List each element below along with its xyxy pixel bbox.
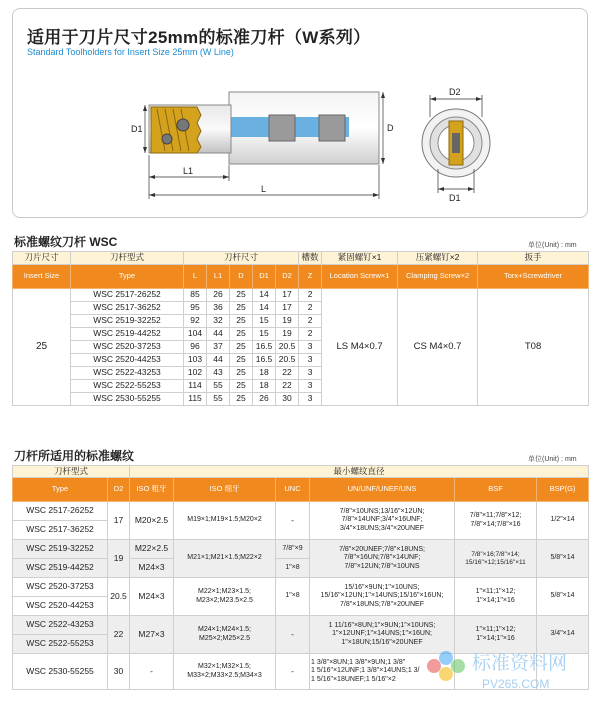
- cell-d: 25: [230, 380, 253, 393]
- cell-l1: 32: [207, 315, 230, 328]
- cell-l: 115: [184, 393, 207, 406]
- th-iso-coarse: ISO 粗牙: [130, 478, 174, 502]
- cell-z: 3: [299, 367, 322, 380]
- table-row: [13, 616, 589, 635]
- th-z: Z: [299, 265, 322, 289]
- cell-un: 1 11/16"×8UN;1"×9UN;1"×10UNS; 1"×12UNF;1"×14UNS;1"×16UN; 1"×18UN;15/16"×20UNEF: [310, 616, 455, 654]
- cell-d2: 30: [276, 393, 299, 406]
- cell-l: 95: [184, 302, 207, 315]
- cell-type: WSC 2519-32252: [13, 540, 108, 559]
- cell-d: 25: [230, 328, 253, 341]
- watermark-logo: [420, 636, 590, 698]
- th-d1: D1: [253, 265, 276, 289]
- toolholder-table: [12, 251, 589, 406]
- cell-d: 25: [230, 341, 253, 354]
- cell-bsp: 3/4"×14: [537, 616, 589, 654]
- table1-title: 标准螺纹刀杆 WSC: [14, 235, 118, 249]
- th-wrench-cn: 扳手: [478, 252, 589, 265]
- cell-d1: 16.5: [253, 341, 276, 354]
- cell-d2: 19: [276, 315, 299, 328]
- cell-iso-coarse: M27×3: [130, 616, 174, 654]
- dim-label-d1-end: D1: [449, 193, 461, 203]
- cell-d2: 20.5: [276, 354, 299, 367]
- cell-iso-fine: M21×1;M21×1.5;M22×2: [174, 540, 276, 578]
- page-title: 适用于刀片尺寸25mm的标准刀杆（W系列）: [27, 28, 371, 47]
- cell-l1: 55: [207, 380, 230, 393]
- cell-iso-fine: M32×1;M32×1.5; M33×2;M33×2.5;M34×3: [174, 654, 276, 690]
- cell-z: 2: [299, 315, 322, 328]
- cell-unc: 1"×8: [276, 578, 310, 616]
- th-dimensions-cn: 刀杆尺寸: [184, 252, 299, 265]
- cell-l1: 37: [207, 341, 230, 354]
- cell-d: 25: [230, 315, 253, 328]
- cell-l: 114: [184, 380, 207, 393]
- cell-type: WSC 2517-36252: [13, 521, 108, 540]
- cell-d: 25: [230, 289, 253, 302]
- dim-label-d: D: [387, 123, 394, 133]
- cell-d1: 15: [253, 315, 276, 328]
- cell-d2: 19: [108, 540, 130, 578]
- cell-d: 25: [230, 367, 253, 380]
- th-location-screw-cn: 紧固螺钉×1: [322, 252, 398, 265]
- th-iso-fine: ISO 细牙: [174, 478, 276, 502]
- cell-d: 25: [230, 354, 253, 367]
- cell-bsp: 5/8"×14: [537, 578, 589, 616]
- cell-iso-fine: M22×1;M23×1.5; M23×2;M23.5×2.5: [174, 578, 276, 616]
- cell-type: WSC 2530-55255: [71, 393, 184, 406]
- cell-l1: 26: [207, 289, 230, 302]
- th-type: Type: [71, 265, 184, 289]
- cell-d2: 22: [276, 380, 299, 393]
- cell-type: WSC 2520-37253: [13, 578, 108, 597]
- cell-d2: 30: [108, 654, 130, 690]
- cell-unc: 7/8"×9: [276, 540, 310, 559]
- cell-unc: -: [276, 502, 310, 540]
- cell-un: 7/8"×10UNS;13/16"×12UN; 7/8"×14UNF;3/4"×16UNF; 3/4"×18UNS;3/4"×20UNEF: [310, 502, 455, 540]
- cell-iso-coarse: M22×2.5: [130, 540, 174, 559]
- th-wrench: Torx+Screwdriver: [478, 265, 589, 289]
- drawing-panel: [12, 8, 588, 218]
- cell-d1: 15: [253, 328, 276, 341]
- table-row: [13, 502, 589, 521]
- th-type-cn: 刀杆型式: [71, 252, 184, 265]
- th-bsp: BSP(G): [537, 478, 589, 502]
- cell-clamping-screw: CS M4×0.7: [398, 289, 478, 406]
- cell-d1: 14: [253, 289, 276, 302]
- th-clamping-screw-cn: 压紧螺钉×2: [398, 252, 478, 265]
- cell-type: WSC 2530-55255: [13, 654, 108, 690]
- watermark-url: PV265.COM: [482, 677, 550, 691]
- cell-bsp: 5/8"×14: [537, 540, 589, 578]
- cell-l: 102: [184, 367, 207, 380]
- cell-iso-coarse: M24×3: [130, 559, 174, 578]
- cell-l1: 44: [207, 328, 230, 341]
- cell-l1: 44: [207, 354, 230, 367]
- cell-bsp: 1/2"×14: [537, 502, 589, 540]
- cell-d1: 18: [253, 380, 276, 393]
- cell-z: 2: [299, 328, 322, 341]
- table-row: [13, 578, 589, 597]
- table1-unit: 单位(Unit) : mm: [528, 242, 577, 249]
- cell-bsf: 1"×11;1"×12; 1"×14;1"×16: [455, 578, 537, 616]
- table-row: [13, 289, 589, 302]
- cell-type: WSC 2519-44252: [13, 559, 108, 578]
- cell-d2: 17: [108, 502, 130, 540]
- cell-d2: 17: [276, 302, 299, 315]
- th-l: L: [184, 265, 207, 289]
- toolholder-end-view: [411, 85, 501, 205]
- cell-z: 3: [299, 341, 322, 354]
- cell-d2: 22: [108, 616, 130, 654]
- cell-l: 103: [184, 354, 207, 367]
- cell-d2: 20.5: [108, 578, 130, 616]
- cell-d2: 22: [276, 367, 299, 380]
- cell-iso-fine: M24×1;M24×1.5; M25×2;M25×2.5: [174, 616, 276, 654]
- th-insert-size: Insert Size: [13, 265, 71, 289]
- cell-bsf: 1"×11;1"×12; 1"×14;1"×16: [455, 616, 537, 654]
- cell-d2: 20.5: [276, 341, 299, 354]
- cell-d1: 16.5: [253, 354, 276, 367]
- cell-l: 85: [184, 289, 207, 302]
- cell-iso-coarse: M20×2.5: [130, 502, 174, 540]
- th-flutes-cn: 槽数: [299, 252, 322, 265]
- th-location-screw: Location Screw×1: [322, 265, 398, 289]
- cell-unc: 1"×8: [276, 559, 310, 578]
- cell-type: WSC 2517-26252: [71, 289, 184, 302]
- th-clamping-screw: Clamping Screw×2: [398, 265, 478, 289]
- cell-d2: 17: [276, 289, 299, 302]
- th-un: UN/UNF/UNEF/UNS: [310, 478, 455, 502]
- cell-type: WSC 2522-43253: [13, 616, 108, 635]
- table-row: [13, 540, 589, 559]
- th-bsf: BSF: [455, 478, 537, 502]
- th-type-cn: 刀杆型式: [13, 466, 130, 478]
- th-d: D: [230, 265, 253, 289]
- cell-d1: 18: [253, 367, 276, 380]
- cell-unc: -: [276, 616, 310, 654]
- table2-unit: 单位(Unit) : mm: [528, 456, 577, 463]
- cell-un: 1 3/8"×8UN;1 3/8"×9UN;1 3/8" 1 5/16"×12UNF;1 3/8"×14UNS;1 3/ 1 5/16"×18UNEF;1 5/16"×2: [310, 654, 455, 690]
- page-subtitle: Standard Toolholders for Insert Size 25mm (W Line): [27, 47, 234, 57]
- cell-z: 2: [299, 302, 322, 315]
- cell-iso-coarse: M24×3: [130, 578, 174, 616]
- cell-d1: 26: [253, 393, 276, 406]
- th-d2: D2: [276, 265, 299, 289]
- cell-d1: 14: [253, 302, 276, 315]
- dim-label-d2: D2: [449, 87, 461, 97]
- th-insert-size-cn: 刀片尺寸: [13, 252, 71, 265]
- cell-unc: -: [276, 654, 310, 690]
- cell-iso-coarse: -: [130, 654, 174, 690]
- cell-z: 3: [299, 380, 322, 393]
- cell-type: WSC 2522-55253: [71, 380, 184, 393]
- cell-type: WSC 2517-26252: [13, 502, 108, 521]
- cell-d: 25: [230, 393, 253, 406]
- th-type: Type: [13, 478, 108, 502]
- cell-insert-size: 25: [13, 289, 71, 406]
- th-unc: UNC: [276, 478, 310, 502]
- dim-label-l: L: [261, 184, 267, 194]
- cell-type: WSC 2517-36252: [71, 302, 184, 315]
- th-d2: D2: [108, 478, 130, 502]
- cell-l: 96: [184, 341, 207, 354]
- cell-un: 7/8"×20UNEF;7/8"×18UNS; 7/8"×16UN;7/8"×14UNF; 7/8"×12UN;7/8"×10UNS: [310, 540, 455, 578]
- dim-label-l1: L1: [183, 166, 194, 176]
- cell-d: 25: [230, 302, 253, 315]
- cell-location-screw: LS M4×0.7: [322, 289, 398, 406]
- cell-type: WSC 2520-44253: [71, 354, 184, 367]
- cell-bsf: 7/8"×16;7/8"×14; 15/16"×12;15/16"×11: [455, 540, 537, 578]
- th-min-thread-cn: 最小螺纹直径: [130, 466, 589, 478]
- cell-type: WSC 2520-44253: [13, 597, 108, 616]
- toolholder-side-view: [109, 77, 399, 207]
- cell-z: 3: [299, 354, 322, 367]
- cell-z: 3: [299, 393, 322, 406]
- th-l1: L1: [207, 265, 230, 289]
- watermark-text: 标准资料网: [472, 653, 568, 674]
- cell-wrench: T08: [478, 289, 589, 406]
- cell-l1: 36: [207, 302, 230, 315]
- table2-title: 刀杆所适用的标准螺纹: [14, 449, 135, 463]
- cell-l: 104: [184, 328, 207, 341]
- cell-l1: 43: [207, 367, 230, 380]
- dim-label-d1: D1: [131, 124, 143, 134]
- cell-type: WSC 2519-32252: [71, 315, 184, 328]
- cell-un: 15/16"×9UN;1"×10UNS; 15/16"×12UN;1"×14UNS;15/16"×16UN; 7/8"×18UNS;7/8"×20UNEF: [310, 578, 455, 616]
- cell-bsf: 7/8"×11;7/8"×12; 7/8"×14;7/8"×16: [455, 502, 537, 540]
- cell-z: 2: [299, 289, 322, 302]
- cell-type: WSC 2522-55253: [13, 635, 108, 654]
- cell-l: 92: [184, 315, 207, 328]
- cell-l1: 55: [207, 393, 230, 406]
- cell-d2: 19: [276, 328, 299, 341]
- cell-iso-fine: M19×1;M19×1.5;M20×2: [174, 502, 276, 540]
- cell-type: WSC 2522-43253: [71, 367, 184, 380]
- cell-type: WSC 2519-44252: [71, 328, 184, 341]
- cell-type: WSC 2520-37253: [71, 341, 184, 354]
